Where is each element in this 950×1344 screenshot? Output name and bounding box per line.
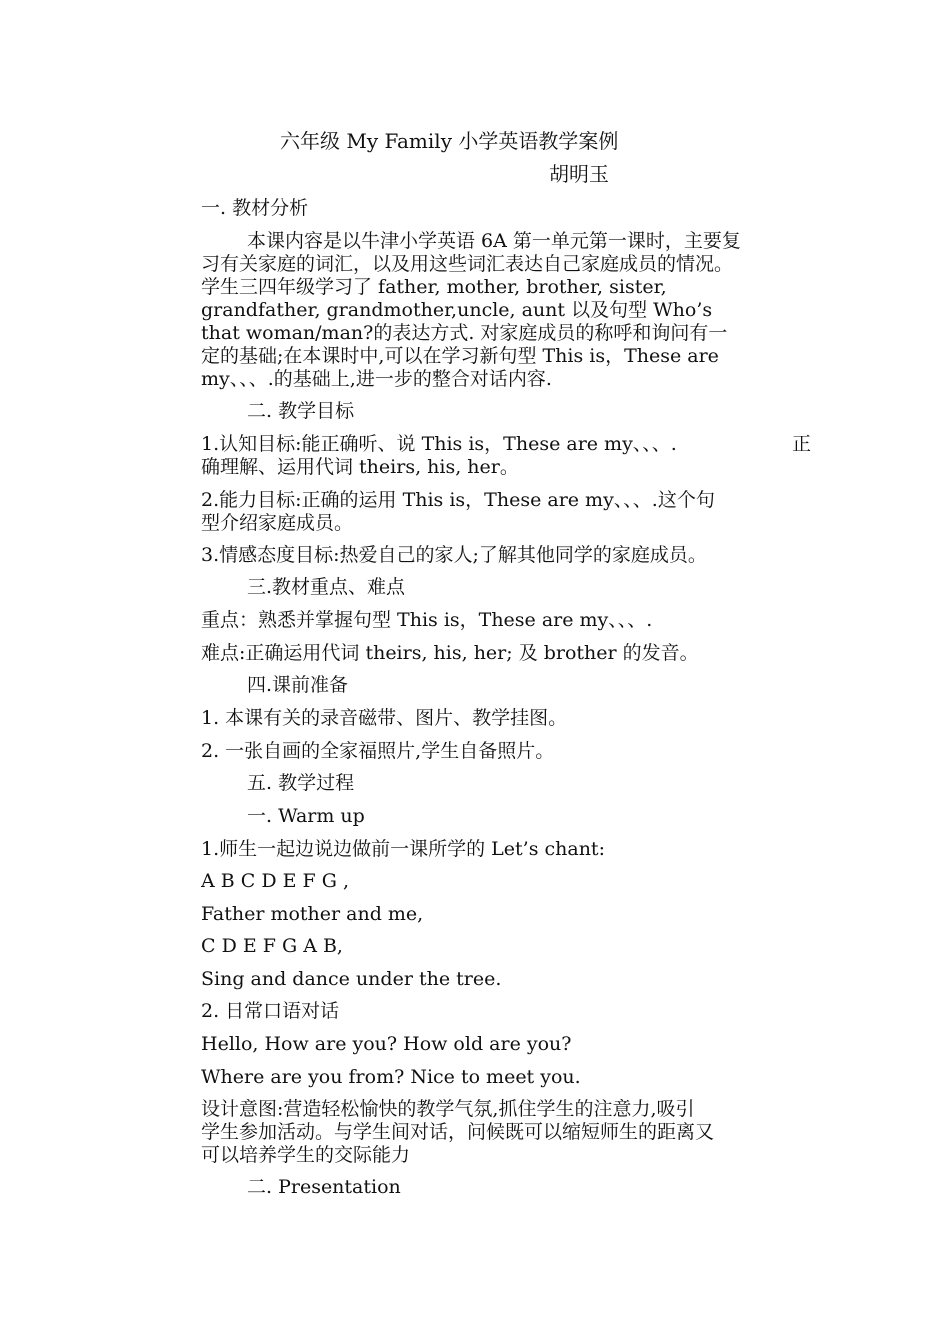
goal-line: 3.情感态度目标:热爱自己的家人;了解其他同学的家庭成员。 [201,544,707,566]
chant-line: A B C D E F G , [201,870,350,892]
goal-line: 确理解、运用代词 theirs, his, her。 [201,456,519,478]
chant-line: C D E F G A B, [201,935,343,957]
key-point-line: 重点：熟悉并掌握句型 This is，These are my、、、. [201,609,653,631]
step-line: 1.师生一起边说边做前一课所学的 Let’s chant: [201,838,605,860]
step-heading-presentation: 二. Presentation [247,1176,401,1198]
goal-line: 2.能力目标:正确的运用 This is，These are my、、、.这个句 [201,489,715,511]
goal-line: 型介绍家庭成员。 [201,512,354,534]
design-intent-line: 学生参加活动。与学生间对话，问候既可以缩短师生的距离又 [201,1121,715,1143]
design-intent-line: 设计意图:营造轻松愉快的教学气氛,抓住学生的注意力,吸引 [201,1098,695,1120]
paragraph-line: that woman/man?的表达方式. 对家庭成员的称呼和询问有一 [201,322,728,344]
section-heading-teaching-goals: 二. 教学目标 [247,400,355,422]
goal-line [201,433,811,456]
difficulty-line: 难点:正确运用代词 theirs, his, her; 及 brother 的发音。 [201,642,699,664]
design-intent-line: 可以培养学生的交际能力 [201,1144,411,1166]
chant-line: Father mother and me, [201,903,424,925]
section-heading-material-analysis: 一. 教材分析 [201,197,309,219]
paragraph-line: 学生三四年级学习了 father, mother, brother, sister, [201,276,667,298]
goal-text-end: 正 [791,433,811,455]
dialogue-line: Where are you from? Nice to meet you. [201,1066,581,1088]
step-heading-warm-up: 一. Warm up [247,805,365,827]
paragraph-line: grandfather, grandmother,uncle, aunt 以及句型 Who’s [201,299,713,321]
document-title: 六年级 My Family 小学英语教学案例 [280,130,619,153]
paragraph-line: 定的基础;在本课时中,可以在学习新句型 This is，These are [201,345,719,367]
paragraph-line: 习有关家庭的词汇，以及用这些词汇表达自己家庭成员的情况。 [201,253,734,275]
section-heading-teaching-process: 五. 教学过程 [247,772,355,794]
preparation-item: 1. 本课有关的录音磁带、图片、教学挂图。 [201,707,568,729]
paragraph-line: 本课内容是以牛津小学英语 6A 第一单元第一课时，主要复 [247,230,741,252]
author-name: 胡明玉 [549,163,609,186]
goal-text: 1.认知目标:能正确听、说 This is，These are my、、、. [201,433,677,455]
chant-line: Sing and dance under the tree. [201,968,502,990]
section-heading-key-points: 三.教材重点、难点 [247,576,406,598]
preparation-item: 2. 一张自画的全家福照片,学生自备照片。 [201,740,555,762]
paragraph-line: my、、、.的基础上,进一步的整合对话内容. [201,368,552,390]
step-line: 2. 日常口语对话 [201,1000,340,1022]
dialogue-line: Hello, How are you? How old are you? [201,1033,572,1055]
section-heading-preparation: 四.课前准备 [247,674,349,696]
